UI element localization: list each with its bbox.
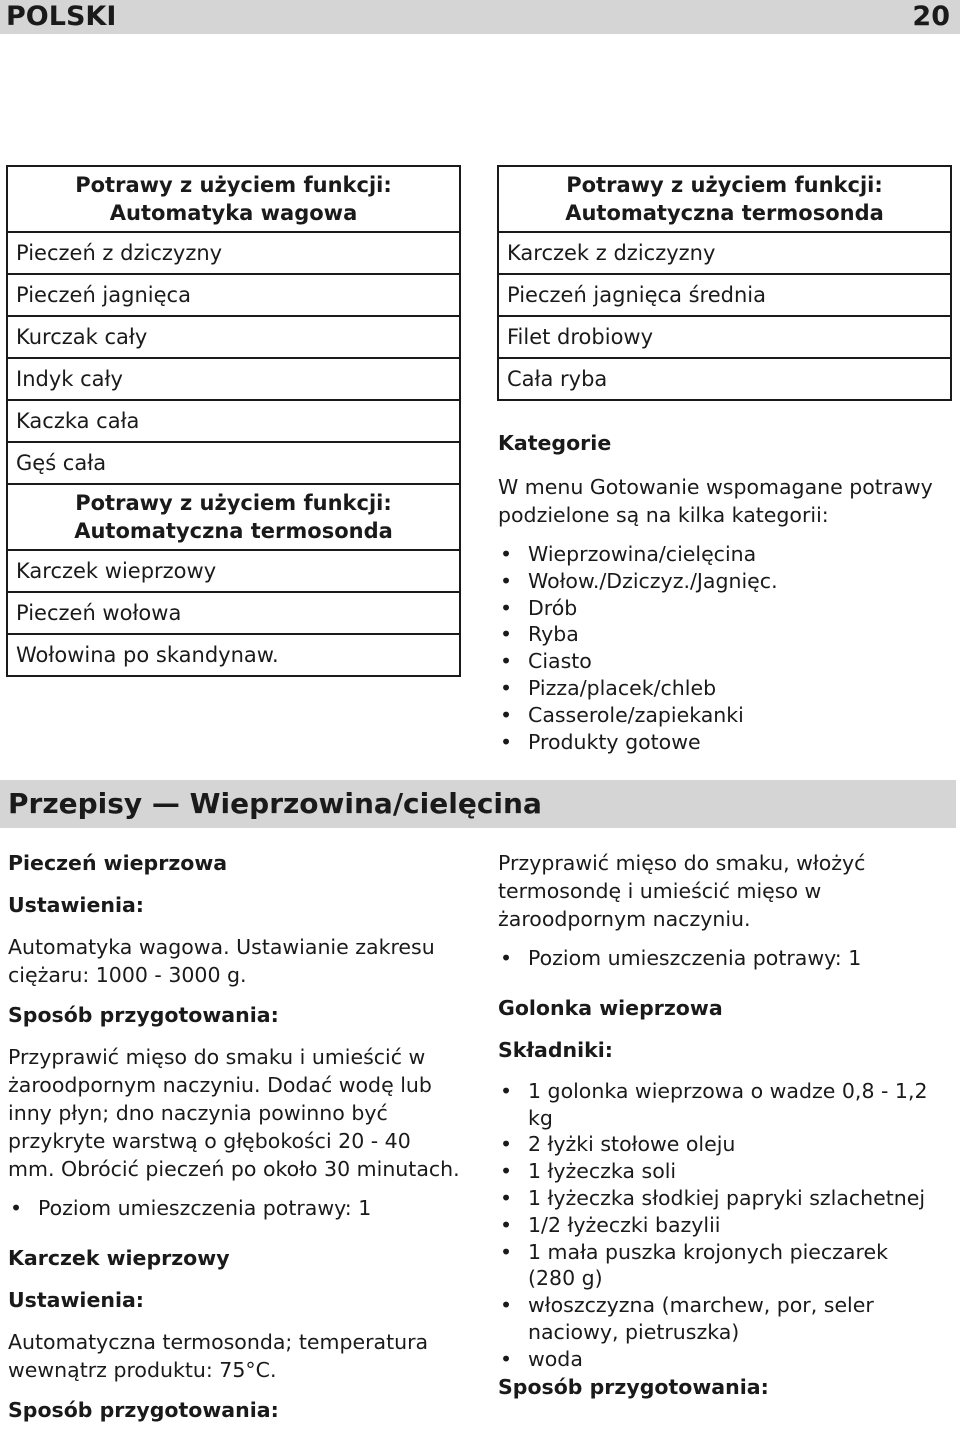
ingredients-list: [498, 1078, 953, 1373]
list-item: • 1/2 łyżeczki bazylii: [498, 1212, 953, 1239]
list-item: • 1 golonka wieprzowa o wadze 0,8 - 1,2 kg: [498, 1078, 953, 1132]
table-row: Kurczak cały: [7, 316, 460, 358]
section-title: Przepisy — Wieprzowina/cielęcina: [8, 787, 542, 820]
list-item: • Produkty gotowe: [498, 729, 953, 756]
table-row: Filet drobiowy: [498, 316, 951, 358]
list-item: • 1 łyżeczka soli: [498, 1158, 953, 1185]
table-heading: Potrawy z użyciem funkcji: Automatyczna termosonda: [7, 484, 460, 550]
settings-text: Automatyka wagowa. Ustawianie zakresu ciężaru: 1000 - 3000 g.: [8, 935, 435, 987]
table-row: Kaczka cała: [7, 400, 460, 442]
prep-text: Przyprawić mięso do smaku, włożyć termosondę i umieścić mięso w żaroodpornym naczyniu.: [498, 851, 866, 931]
table-row: Cała ryba: [498, 358, 951, 400]
list-item: • 1 mała puszka krojonych pieczarek (280 g): [498, 1239, 953, 1293]
list-item: • 2 łyżki stołowe oleju: [498, 1131, 953, 1158]
list-item: • Casserole/zapiekanki: [498, 702, 953, 729]
table-row: Karczek wieprzowy: [7, 550, 460, 592]
ingredients-label: Składniki:: [498, 1037, 613, 1062]
list-item: • Wołow./Dziczyz./Jagnięc.: [498, 568, 953, 595]
prep-text: Przyprawić mięso do smaku i umieścić w żaroodpornym naczyniu. Dodać wodę lub inny płyn; dno naczynia powinno być przykryte warstwą o głębokości 20 - 40 mm. Obrócić pieczeń po około 30 minutach.: [8, 1045, 460, 1181]
left-programs-table: [6, 165, 461, 677]
settings-label: Ustawienia:: [8, 893, 145, 917]
list-item: • Ryba: [498, 621, 953, 648]
list-item: • 1 łyżeczka słodkiej papryki szlachetnej: [498, 1185, 953, 1212]
section-header: [0, 780, 956, 828]
table-row: Pieczeń wołowa: [7, 592, 460, 634]
prep-label: Sposób przygotowania:: [498, 1374, 769, 1399]
list-item: • włoszczyzna (marchew, por, seler naciowy, pietruszka): [498, 1292, 953, 1346]
table-row: Wołowina po skandynaw.: [7, 634, 460, 676]
recipe-title: Golonka wieprzowa: [498, 995, 723, 1020]
categories-list: [498, 541, 953, 755]
recipe-continued: [498, 849, 953, 1401]
list-item: • Wieprzowina/cielęcina: [498, 541, 953, 568]
prep-label: Sposób przygotowania:: [8, 1397, 279, 1422]
table-heading: Potrawy z użyciem funkcji: Automatyczna termosonda: [498, 166, 951, 232]
recipe-pork-roast: [8, 849, 463, 1424]
table-row: Pieczeń jagnięca: [7, 274, 460, 316]
categories-title: Kategorie: [498, 431, 612, 455]
prep-label: Sposób przygotowania:: [8, 1003, 279, 1027]
list-item: • Ciasto: [498, 648, 953, 675]
list-item: • Poziom umieszczenia potrawy: 1: [498, 945, 953, 972]
list-item: • Drób: [498, 595, 953, 622]
categories-intro: W menu Gotowanie wspomagane potrawy podzielone są na kilka kategorii:: [498, 475, 933, 527]
right-programs-table: [497, 165, 952, 401]
recipe-title: Pieczeń wieprzowa: [8, 851, 228, 875]
settings-label: Ustawienia:: [8, 1287, 145, 1312]
page-header: [0, 0, 960, 34]
table-row: Pieczeń jagnięca średnia: [498, 274, 951, 316]
language-label: POLSKI: [6, 1, 117, 32]
settings-text: Automatyczna termosonda; temperatura wewnątrz produktu: 75°C.: [8, 1329, 429, 1382]
list-item: • Pizza/placek/chleb: [498, 675, 953, 702]
list-item: • woda: [498, 1346, 953, 1373]
list-item: • Poziom umieszczenia potrawy: 1: [8, 1195, 463, 1222]
table-row: Gęś cała: [7, 442, 460, 484]
table-row: Indyk cały: [7, 358, 460, 400]
table-row: Karczek z dziczyzny: [498, 232, 951, 274]
table-heading: Potrawy z użyciem funkcji: Automatyka wagowa: [7, 166, 460, 232]
recipe-title: Karczek wieprzowy: [8, 1245, 230, 1270]
page-number: 20: [912, 1, 950, 32]
categories-block: [498, 429, 953, 755]
table-row: Pieczeń z dziczyzny: [7, 232, 460, 274]
